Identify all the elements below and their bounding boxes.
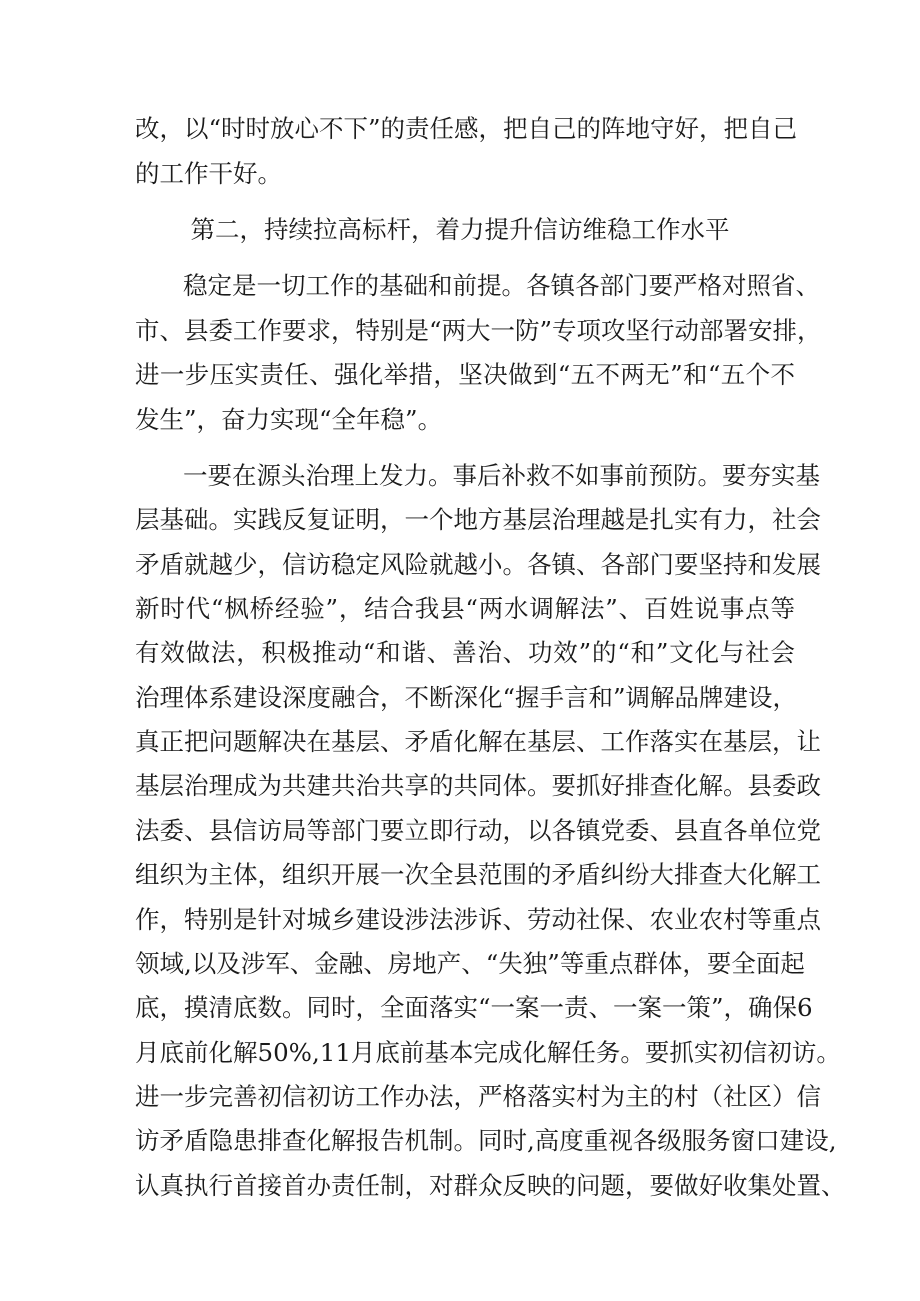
text-line: 稳定是一切工作的基础和前提。各镇各部门要严格对照省、 xyxy=(183,271,820,300)
text-line: 组织为主体，组织开展一次全县范围的矛盾纠纷大排查大化解工 xyxy=(135,860,821,889)
text-line: 基层治理成为共建共治共享的共同体。要抓好排查化解。县委政 xyxy=(135,771,821,800)
text-line: 进一步压实责任、强化举措，坚决做到“五不两无”和“五个不 xyxy=(135,360,795,389)
text-line: 治理体系建设深度融合，不断深化“握手言和”调解品牌建设， xyxy=(135,683,798,712)
text-line: 矛盾就越少，信访稳定风险就越小。各镇、各部门要坚持和发展 xyxy=(135,550,821,579)
text-line: 进一步完善初信初访工作办法，严格落实村为主的村（社区）信 xyxy=(135,1082,821,1111)
text-line: 认真执行首接首办责任制，对群众反映的问题，要做好收集处置、 xyxy=(135,1171,846,1200)
text-line: 底，摸清底数。同时，全面落实“一案一责、一案一策”，确保6 xyxy=(135,993,813,1022)
text-line: 访矛盾隐患排查化解报告机制。同时,高度重视各级服务窗口建设, xyxy=(135,1126,837,1155)
text-line: 真正把问题解决在基层、矛盾化解在基层、工作落实在基层，让 xyxy=(135,727,821,756)
text-line: 层基础。实践反复证明，一个地方基层治理越是扎实有力，社会 xyxy=(135,505,821,534)
text-line: 的工作干好。 xyxy=(135,159,282,188)
text-line: 发生”，奋力实现“全年稳”。 xyxy=(135,405,443,434)
text-line: 作，特别是针对城乡建设涉法涉诉、劳动社保、农业农村等重点 xyxy=(135,905,821,934)
text-line: 领域,以及涉军、金融、房地产、“失独”等重点群体，要全面起 xyxy=(135,949,805,978)
text-line: 月底前化解50%,11月底前基本完成化解任务。要抓实初信初访。 xyxy=(135,1038,841,1067)
text-line: 法委、县信访局等部门要立即行动，以各镇党委、县直各单位党 xyxy=(135,816,821,845)
text-line: 改，以“时时放心不下”的责任感，把自己的阵地守好，把自己 xyxy=(135,114,798,143)
text-line: 有效做法，积极推动“和谐、善治、功效”的“和”文化与社会 xyxy=(135,638,795,667)
section-heading: 第二，持续拉高标杆，着力提升信访维稳工作水平 xyxy=(190,215,730,244)
text-line: 新时代“枫桥经验”，结合我县“两水调解法”、百姓说事点等 xyxy=(135,594,795,623)
text-line: 一要在源头治理上发力。事后补救不如事前预防。要夯实基 xyxy=(183,461,820,490)
text-line: 市、县委工作要求，特别是“两大一防”专项攻坚行动部署安排， xyxy=(135,316,822,345)
